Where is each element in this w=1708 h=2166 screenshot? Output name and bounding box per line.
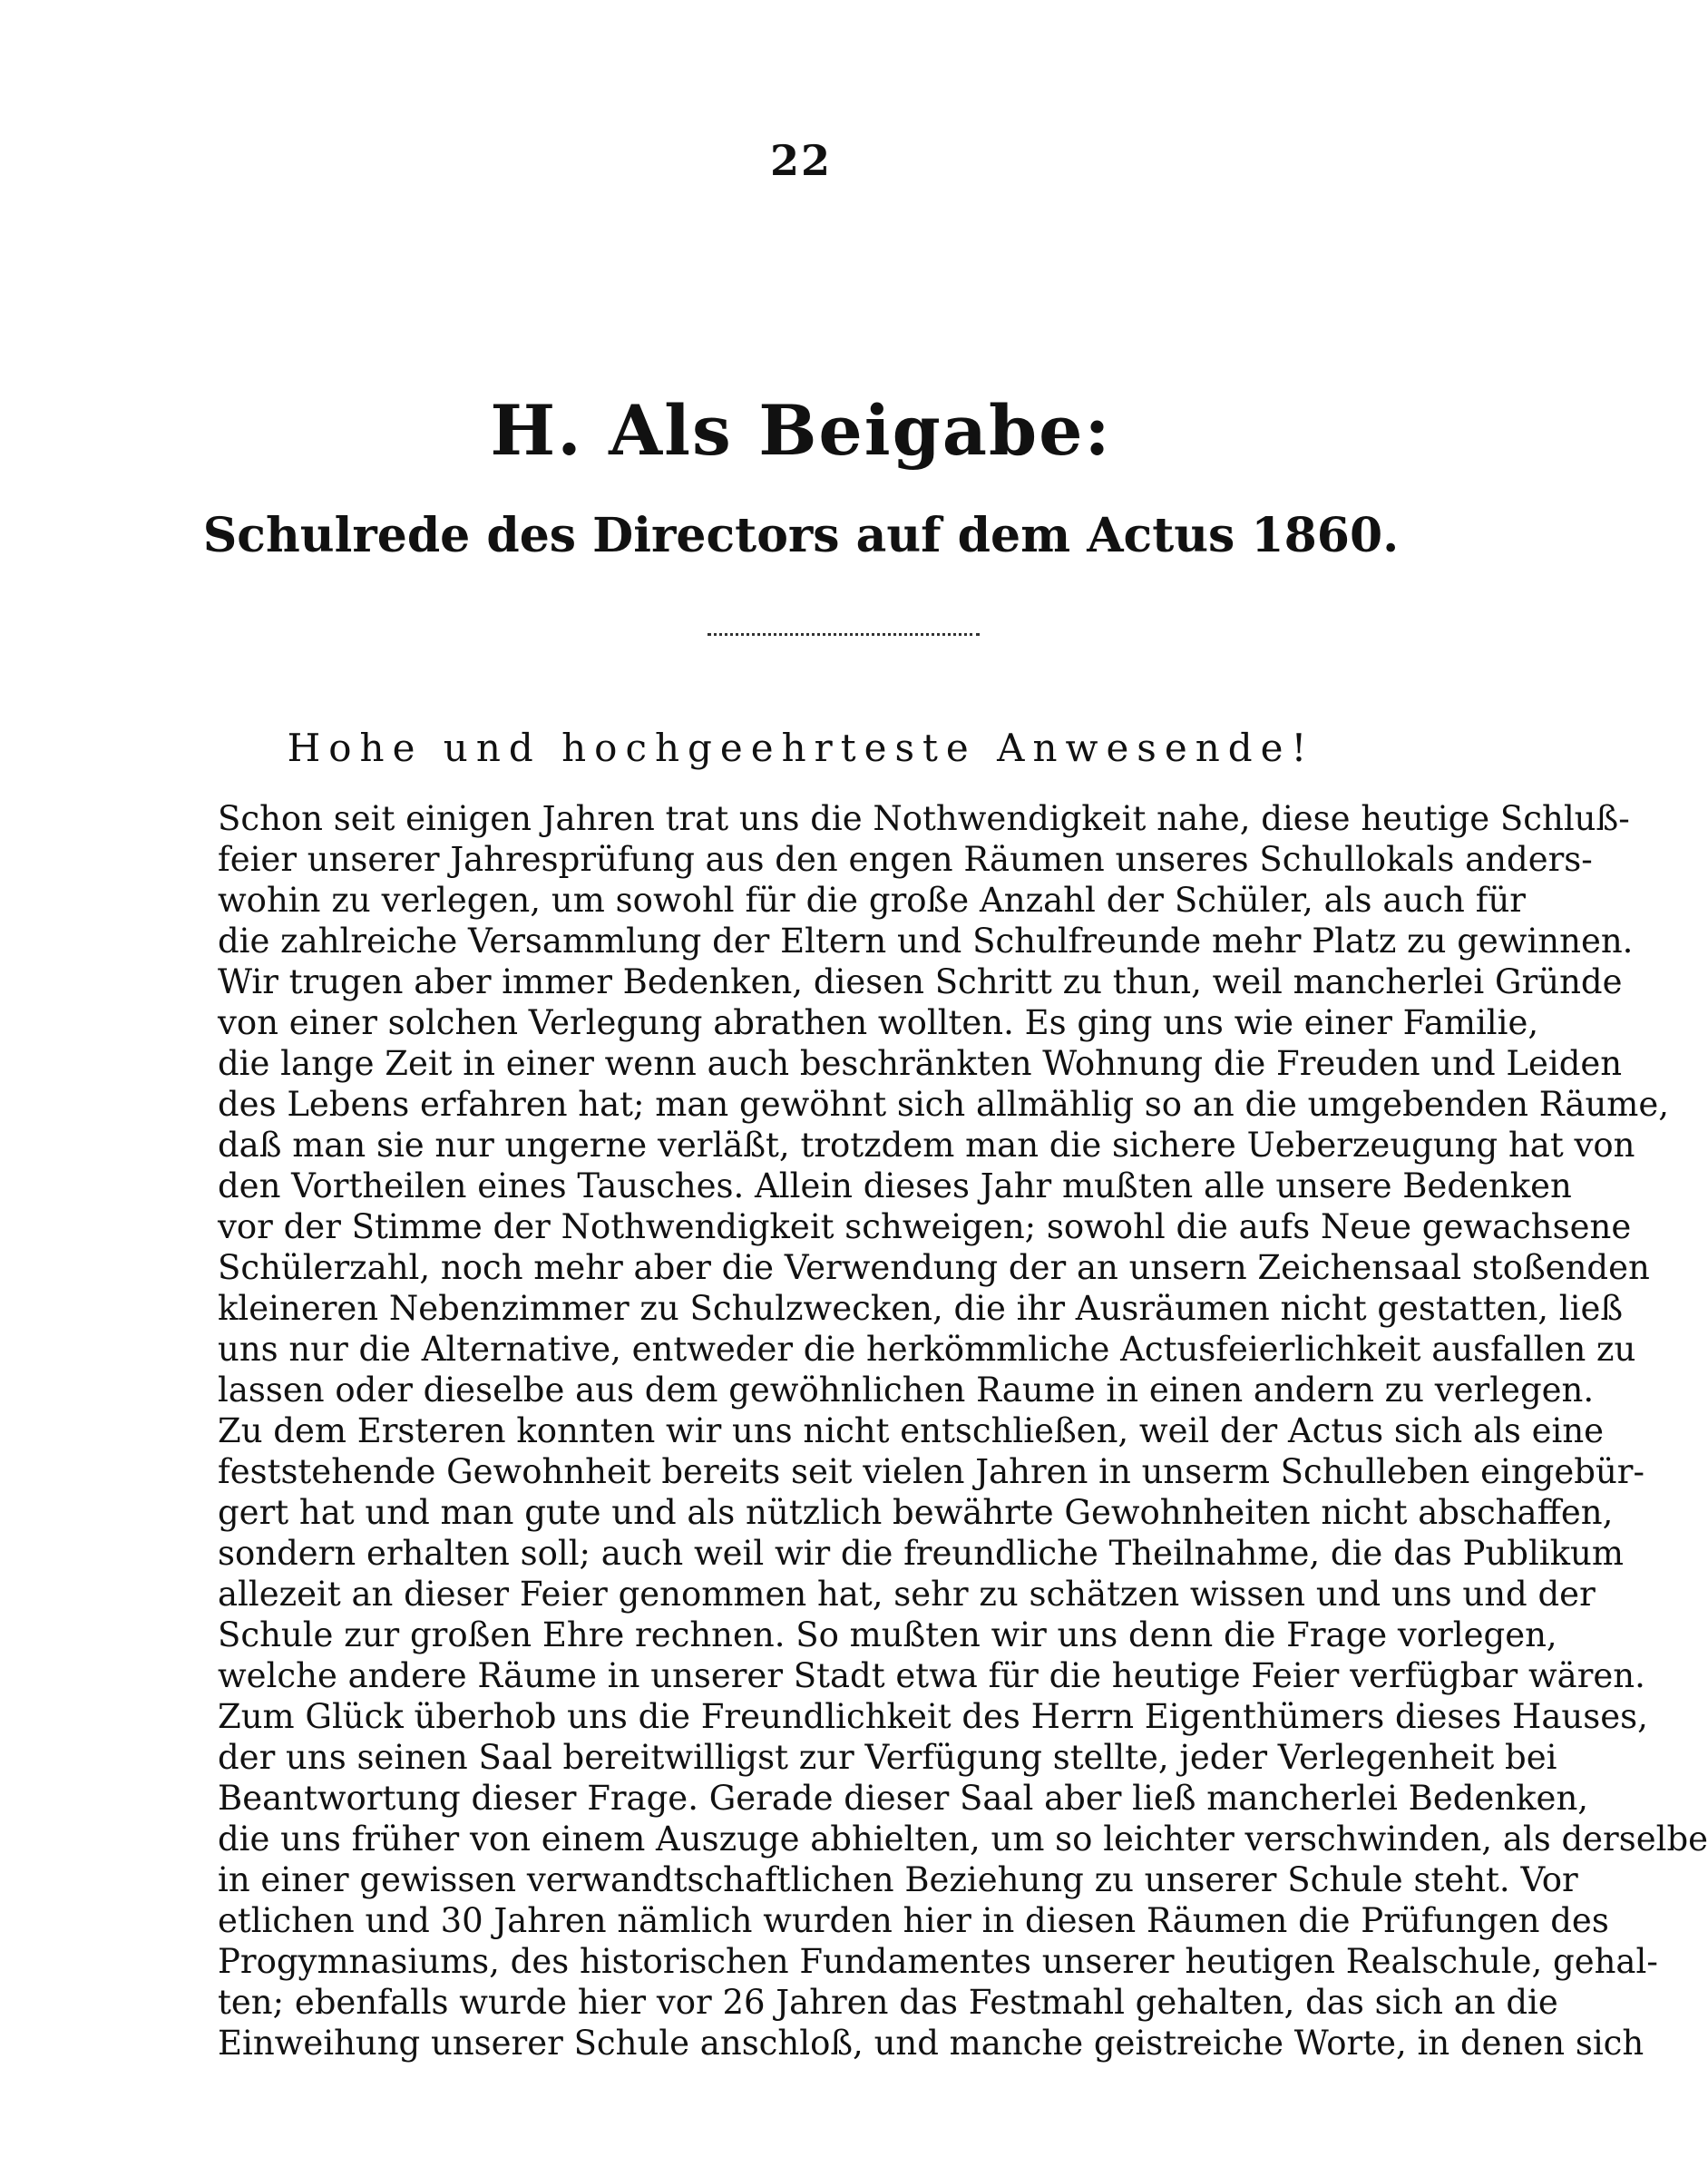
text-line: Schon seit einigen Jahren trat uns die Nothwendigkeit nahe, diese heutige Schluß- bbox=[218, 799, 1630, 838]
text-line: Einweihung unserer Schule anschloß, und manche geistreiche Worte, in denen sich bbox=[218, 2024, 1645, 2063]
text-line: der uns seinen Saal bereitwilligst zur Verfügung stellte, jeder Verlegenheit bei bbox=[218, 1738, 1557, 1777]
text-line: vor der Stimme der Nothwendigkeit schweigen; sowohl die aufs Neue gewachsene bbox=[218, 1207, 1632, 1246]
text-line: die uns früher von einem Auszuge abhielten, um so leichter verschwinden, als derselbe bbox=[218, 1820, 1708, 1859]
text-line: feier unserer Jahresprüfung aus den engen Räumen unseres Schullokals anders- bbox=[218, 840, 1593, 879]
speech-title: Schulrede des Directors auf dem Actus 1860. bbox=[202, 508, 1400, 563]
text-line: Progymnasiums, des historischen Fundamentes unserer heutigen Realschule, gehal- bbox=[218, 1942, 1658, 1981]
text-line: Schule zur großen Ehre rechnen. So mußten wir uns denn die Frage vorlegen, bbox=[218, 1615, 1557, 1654]
text-line: sondern erhalten soll; auch weil wir die freundliche Theilnahme, die das Publikum bbox=[218, 1534, 1624, 1573]
text-line: den Vortheilen eines Tausches. Allein dieses Jahr mußten alle unsere Bedenken bbox=[218, 1166, 1572, 1205]
text-line: wohin zu verlegen, um sowohl für die große Anzahl der Schüler, als auch für bbox=[218, 881, 1526, 920]
text-line: kleineren Nebenzimmer zu Schulzwecken, die ihr Ausräumen nicht gestatten, ließ bbox=[218, 1289, 1624, 1328]
text-line: feststehende Gewohnheit bereits seit vielen Jahren in unserm Schulleben eingebür- bbox=[218, 1452, 1645, 1491]
text-line: ten; ebenfalls wurde hier vor 26 Jahren das Festmahl gehalten, das sich an die bbox=[218, 1983, 1558, 2022]
salutation: Hohe und hochgeehrteste Anwesende! bbox=[287, 726, 1315, 770]
text-line: Schülerzahl, noch mehr aber die Verwendung der an unsern Zeichensaal stoßenden bbox=[218, 1248, 1650, 1287]
page-number: 22 bbox=[769, 136, 832, 185]
text-line: lassen oder dieselbe aus dem gewöhnlichen Raume in einen andern zu verlegen. bbox=[218, 1371, 1595, 1410]
text-line: des Lebens erfahren hat; man gewöhnt sich allmählig so an die umgebenden Räume, bbox=[218, 1085, 1670, 1124]
text-line: die lange Zeit in einer wenn auch beschränkten Wohnung die Freuden und Leiden bbox=[218, 1044, 1623, 1083]
body-text bbox=[218, 798, 1708, 2064]
text-line: von einer solchen Verlegung abrathen wollten. Es ging uns wie einer Familie, bbox=[218, 1003, 1539, 1042]
text-line: Beantwortung dieser Frage. Gerade dieser Saal aber ließ mancherlei Bedenken, bbox=[218, 1779, 1589, 1818]
text-line: daß man sie nur ungerne verläßt, trotzdem man die sichere Ueberzeugung hat von bbox=[218, 1126, 1635, 1165]
text-line: in einer gewissen verwandtschaftlichen Beziehung zu unserer Schule steht. Vor bbox=[218, 1860, 1578, 1899]
decorative-rule bbox=[708, 620, 980, 636]
text-line: uns nur die Alternative, entweder die herkömmliche Actusfeierlichkeit ausfallen zu bbox=[218, 1330, 1636, 1369]
text-line: die zahlreiche Versammlung der Eltern und Schulfreunde mehr Platz zu gewinnen. bbox=[218, 922, 1634, 961]
text-line: gert hat und man gute und als nützlich bewährte Gewohnheiten nicht abschaffen, bbox=[218, 1493, 1614, 1532]
text-line: Zu dem Ersteren konnten wir uns nicht entschließen, weil der Actus sich als eine bbox=[218, 1411, 1605, 1450]
section-heading: H. Als Beigabe: bbox=[490, 390, 1112, 471]
text-line: allezeit an dieser Feier genommen hat, sehr zu schätzen wissen und uns und der bbox=[218, 1575, 1596, 1614]
text-line: etlichen und 30 Jahren nämlich wurden hier in diesen Räumen die Prüfungen des bbox=[218, 1901, 1609, 1940]
text-line: Zum Glück überhob uns die Freundlichkeit des Herrn Eigenthümers dieses Hauses, bbox=[218, 1697, 1648, 1736]
text-line: Wir trugen aber immer Bedenken, diesen Schritt zu thun, weil mancherlei Gründe bbox=[218, 962, 1623, 1001]
text-line: welche andere Räume in unserer Stadt etwa für die heutige Feier verfügbar wären. bbox=[218, 1656, 1645, 1695]
